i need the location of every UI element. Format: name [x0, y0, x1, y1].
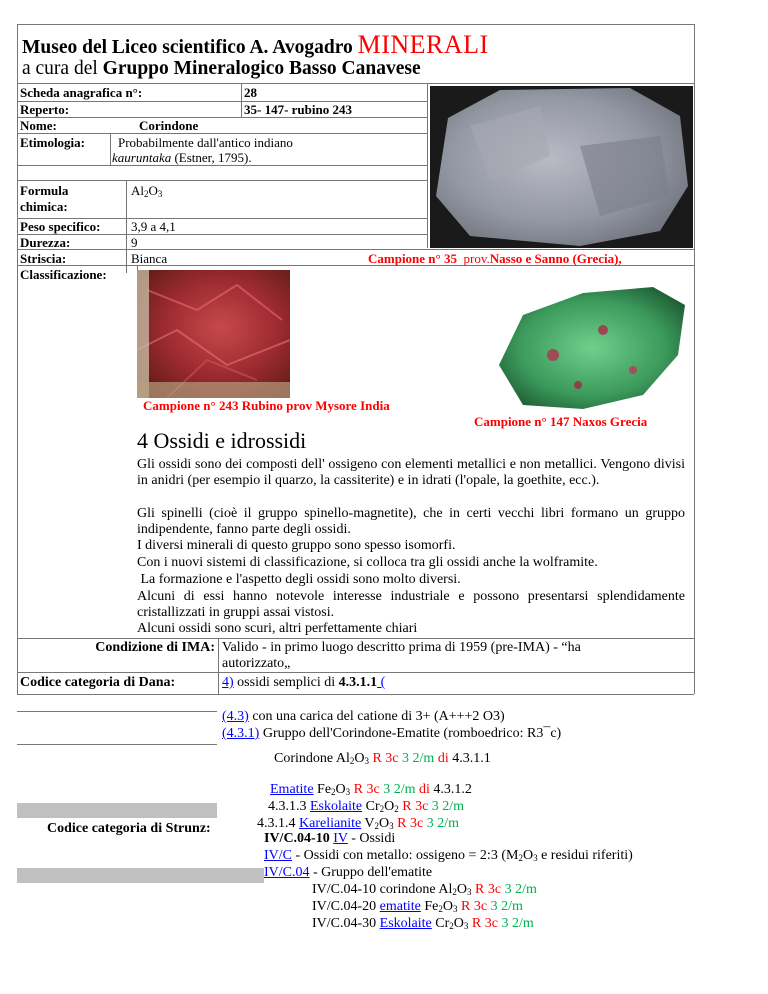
grid-line	[17, 24, 18, 694]
strunz-line-ivc: IV/C - Ossidi con metallo: ossigeno = 2:3 ($M_2O_3$ e residui riferiti)	[264, 848, 633, 863]
description-paragraph-5: La formazione e l'aspetto degli ossidi sono molto diversi.	[137, 572, 461, 587]
grid-line	[17, 638, 694, 639]
dana-link-4[interactable]: 4)	[222, 675, 234, 690]
strunz-code: IV/C.04-10 IV - Ossidi	[264, 831, 396, 846]
grid-line	[17, 24, 694, 25]
page-title: Museo del Liceo scientifico A. Avogadro MINERALI	[22, 30, 489, 59]
strunz-link-iv[interactable]: IV	[333, 831, 348, 846]
striscia-value: Bianca	[131, 251, 168, 266]
ematite-link[interactable]: Ematite	[270, 782, 314, 797]
grid-line	[17, 694, 694, 695]
grid-line	[17, 165, 427, 166]
formula-label-2: chimica:	[20, 199, 68, 214]
strunz-row-corindone: IV/C.04-10 corindone $Al_2O_3$ R 3c 3 2/m	[312, 882, 537, 897]
caption-campione-147: Campione n° 147 Naxos Grecia	[474, 414, 648, 429]
grid-line	[218, 638, 219, 694]
grid-line	[110, 133, 111, 165]
peso-value: 3,9 a 4,1	[131, 219, 176, 234]
dana-value: 4) ossidi semplici di 4.3.1.1 (	[222, 675, 386, 690]
dana-row-corindone: Corindone $Al_2O_3$ R 3c 3 2/m di 4.3.1.1	[274, 751, 491, 766]
etimologia-value: Probabilmente dall'antico indiano	[118, 135, 293, 150]
classificazione-label: Classificazione:	[20, 267, 107, 282]
dana-link-paren[interactable]: (	[377, 675, 386, 690]
dana-label: Codice categoria di Dana:	[20, 675, 176, 690]
description-paragraph-4: Con i nuovi sistemi di classificazione, si colloca tra gli ossidi anche la wolframite.	[137, 555, 598, 570]
grid-line	[17, 101, 427, 102]
etimologia-value-2: kauruntaka (Estner, 1795).	[112, 150, 252, 165]
description-paragraph-7: Alcuni ossidi sono scuri, altri perfettamente chiari	[137, 621, 418, 636]
striscia-label: Striscia:	[20, 251, 67, 266]
scheda-value: 28	[244, 85, 257, 100]
section-title: 4 Ossidi e idrossidi	[137, 428, 307, 453]
grey-cell	[17, 803, 217, 818]
curator-line: a cura del Gruppo Mineralogico Basso Canavese	[22, 58, 421, 79]
scheda-label: Scheda anagrafica n°:	[20, 85, 143, 100]
grid-line	[17, 672, 694, 673]
durezza-label: Durezza:	[20, 235, 71, 250]
grid-line	[17, 83, 694, 84]
strunz-eskolaite-link[interactable]: Eskolaite	[379, 916, 432, 931]
ima-value: Valido - in primo luogo descritto prima di 1959 (pre-IMA) - “ha autorizzato„	[222, 640, 581, 671]
grid-line	[17, 234, 427, 235]
eskolaite-link[interactable]: Eskolaite	[310, 799, 363, 814]
dana-row-eskolaite: 4.3.1.3 Eskolaite $Cr_2O_2$ R 3c 3 2/m	[268, 799, 465, 814]
dana-line-4-3: (4.3) con una carica del catione di 3+ (A+++2 O3)	[222, 709, 505, 724]
description-paragraph-2: Gli spinelli (cioè il gruppo spinello-magnetite), che in certi vecchi libri formano un gruppo indipendente, fanno parte degli ossidi.	[137, 506, 685, 538]
nome-label: Nome:	[20, 118, 57, 133]
dana-link-4-3[interactable]: (4.3)	[222, 709, 249, 724]
grid-line	[427, 83, 428, 248]
grey-cell	[17, 868, 264, 883]
grid-line	[694, 24, 695, 694]
description-paragraph-1: Gli ossidi sono dei composti dell' ossigeno con elementi metallici e non metallici. Vengono divisi in anidri (per esempio il quarzo, la cassiterite) e in idrati (l'opale, la goethite, ecc.).	[137, 457, 685, 489]
dana-line-4-3-1: (4.3.1) Gruppo dell'Corindone-Ematite (romboedrico: R3¯c)	[222, 726, 562, 741]
dana-link-4-3-1[interactable]: (4.3.1)	[222, 726, 260, 741]
grid-line	[17, 744, 217, 745]
formula-label: Formula	[20, 183, 69, 198]
peso-label: Peso specifico:	[20, 219, 101, 234]
strunz-link-ivc04[interactable]: IV/C.04	[264, 865, 310, 880]
grid-line	[126, 180, 127, 273]
strunz-link-ivc[interactable]: IV/C	[264, 848, 292, 863]
ima-label: Condizione di IMA:	[95, 640, 215, 655]
description-paragraph-6: Alcuni di essi hanno notevole interesse industriale e possono presentarsi splendidamente cristallizzati in gruppi assai vistosi.	[137, 589, 685, 621]
grid-line	[17, 711, 217, 712]
grid-line	[17, 117, 427, 118]
strunz-row-ematite: IV/C.04-20 ematite $Fe_2O_3$ R 3c 3 2/m	[312, 899, 523, 914]
dana-row-karelianite: 4.3.1.4 Karelianite $V_2O_3$ R 3c 3 2/m	[257, 816, 460, 831]
dana-row-ematite: Ematite $Fe_2O_3$ R 3c 3 2/m di 4.3.1.2	[270, 782, 472, 797]
strunz-row-eskolaite: IV/C.04-30 Eskolaite $Cr_2O_3$ R 3c 3 2/m	[312, 916, 534, 931]
reperto-label: Reperto:	[20, 102, 70, 117]
grid-line	[17, 133, 427, 134]
formula-value: $Al_2O_3$	[131, 183, 163, 199]
grid-line	[17, 249, 694, 250]
photo-campione-147	[493, 285, 688, 411]
section-name: MINERALI	[357, 30, 489, 59]
strunz-line-ivc04: IV/C.04 - Gruppo dell'ematite	[264, 865, 433, 880]
strunz-label: Codice categoria di Strunz:	[47, 821, 211, 836]
caption-campione-35: Campione n° 35 prov.Nasso e Sanno (Grecia),	[368, 251, 622, 266]
photo-campione-35	[430, 86, 693, 248]
karelianite-link[interactable]: Karelianite	[299, 816, 362, 831]
photo-campione-243	[137, 270, 290, 398]
grid-line	[17, 180, 427, 181]
etimologia-label: Etimologia:	[20, 135, 85, 150]
description-paragraph-3: I diversi minerali di questo gruppo sono spesso isomorfi.	[137, 538, 456, 553]
caption-campione-243: Campione n° 243 Rubino prov Mysore India	[143, 398, 390, 413]
durezza-value: 9	[131, 235, 138, 250]
strunz-ematite-link[interactable]: ematite	[379, 899, 421, 914]
reperto-value: 35- 147- rubino 243	[244, 102, 352, 117]
nome-value: Corindone	[139, 118, 199, 133]
